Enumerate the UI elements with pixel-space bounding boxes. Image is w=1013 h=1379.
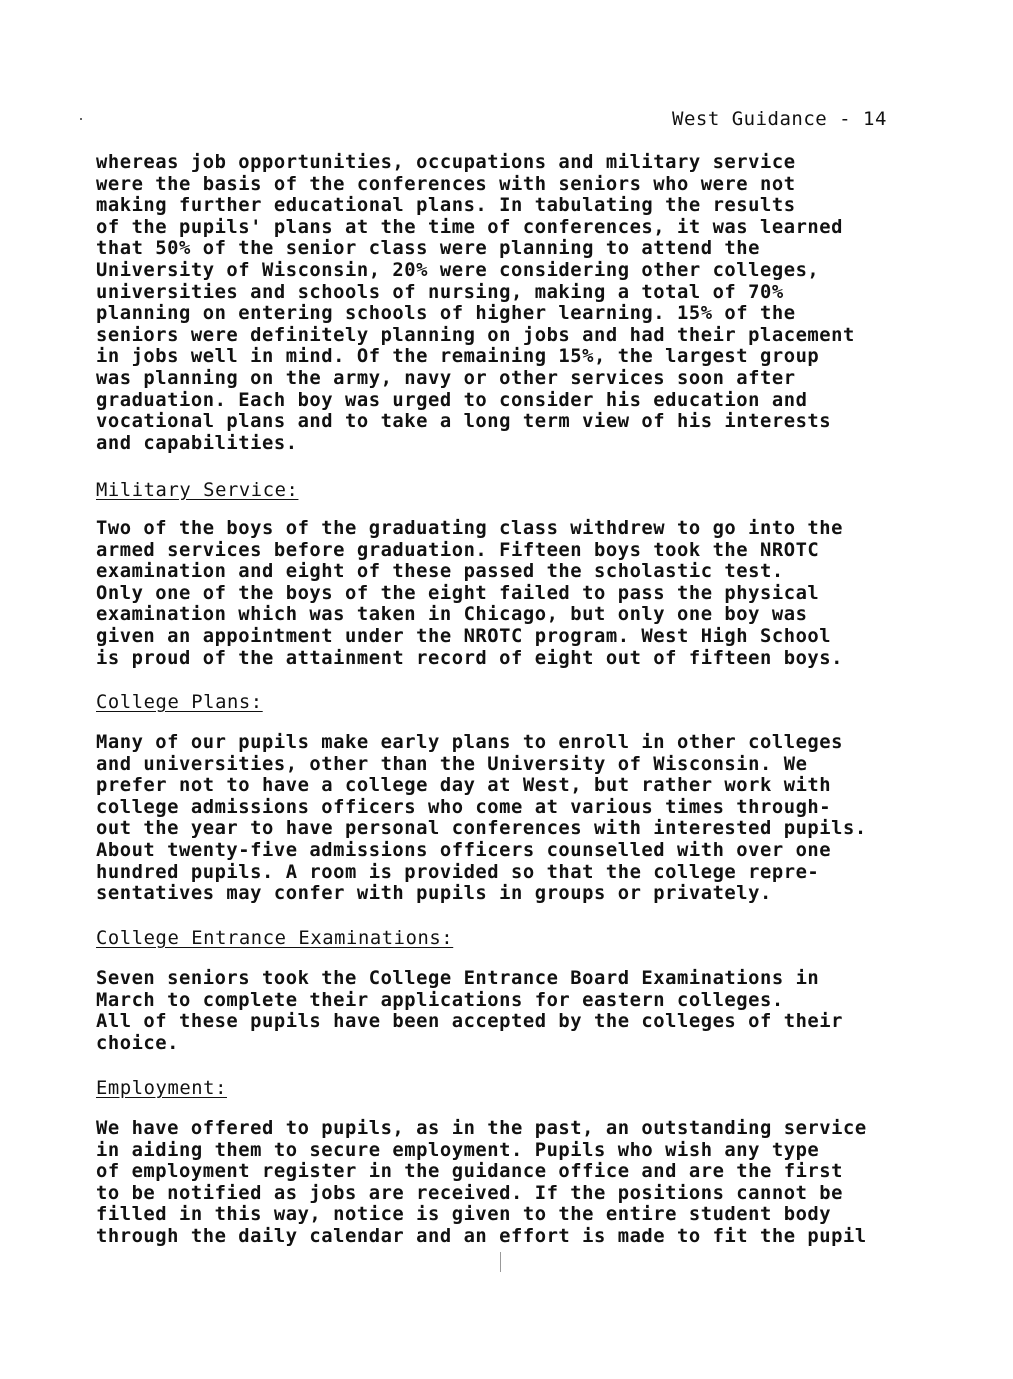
- college-plans-heading: College Plans:: [96, 692, 263, 713]
- military-service-paragraph: [96, 518, 843, 669]
- text-line: to be notified as jobs are received. If the positions cannot be: [96, 1182, 844, 1204]
- text-line: sentatives may confer with pupils in groups or privately.: [96, 883, 772, 905]
- text-line: college admissions officers who come at various times through-: [96, 796, 832, 818]
- college-entrance-exams-paragraph: [96, 968, 843, 1054]
- text-line: choice.: [96, 1032, 180, 1054]
- text-line: Two of the boys of the graduating class withdrew to go into the: [96, 518, 844, 539]
- employment-paragraph: [96, 1118, 867, 1248]
- text-line: We have offered to pupils, as in the past, an outstanding service: [96, 1118, 867, 1139]
- text-line: March to complete their applications for eastern colleges.: [96, 989, 784, 1011]
- text-line: in aiding them to secure employment. Pupils who wish any type: [96, 1139, 820, 1161]
- text-line: seniors were definitely planning on jobs and had their placement: [96, 324, 855, 346]
- text-line: and universities, other than the University of Wisconsin. We: [96, 753, 808, 775]
- text-line: filled in this way, notice is given to the entire student body: [96, 1204, 832, 1226]
- text-line: out the year to have personal conferences with interested pupils.: [96, 818, 867, 840]
- page-header: West Guidance - 14: [672, 108, 887, 130]
- college-entrance-exams-heading: College Entrance Examinations:: [96, 928, 454, 949]
- military-service-heading: Military Service:: [96, 480, 299, 501]
- intro-paragraph: [96, 152, 855, 454]
- stray-mark: [80, 118, 82, 120]
- text-line: All of these pupils have been accepted by the colleges of their: [96, 1011, 844, 1033]
- text-line: prefer not to have a college day at West, but rather work with: [96, 775, 832, 797]
- text-line: making further educational plans. In tabulating the results: [96, 195, 796, 217]
- text-line: vocational plans and to take a long term view of his interests: [96, 411, 832, 433]
- text-line: hundred pupils. A room is provided so that the college repre-: [96, 861, 820, 883]
- text-line: that 50% of the senior class were planning to attend the: [96, 238, 761, 260]
- text-line: was planning on the army, navy or other services soon after: [96, 367, 796, 389]
- text-line: examination which was taken in Chicago, but only one boy was: [96, 604, 808, 626]
- text-line: in jobs well in mind. Of the remaining 15%, the largest group: [96, 346, 820, 368]
- text-line: Seven seniors took the College Entrance Board Examinations in: [96, 968, 820, 989]
- text-line: and capabilities.: [96, 432, 298, 454]
- employment-heading: Employment:: [96, 1078, 227, 1099]
- text-line: About twenty-five admissions officers counselled with over one: [96, 839, 832, 861]
- text-line: armed services before graduation. Fifteen boys took the NROTC: [96, 539, 820, 561]
- stray-mark-bottom: [500, 1252, 501, 1272]
- text-line: University of Wisconsin, 20% were considering other colleges,: [96, 259, 820, 281]
- text-line: Many of our pupils make early plans to enroll in other colleges: [96, 732, 844, 753]
- text-line: graduation. Each boy was urged to consider his education and: [96, 389, 808, 411]
- text-line: is proud of the attainment record of eight out of fifteen boys.: [96, 647, 844, 669]
- text-line: through the daily calendar and an effort is made to fit the pupil: [96, 1225, 867, 1247]
- text-line: were the basis of the conferences with seniors who were not: [96, 173, 796, 195]
- text-line: of the pupils' plans at the time of conferences, it was learned: [96, 216, 844, 238]
- text-line: of employment register in the guidance office and are the first: [96, 1161, 844, 1183]
- text-line: whereas job opportunities, occupations and military service: [96, 152, 796, 173]
- text-line: universities and schools of nursing, making a total of 70%: [96, 281, 784, 303]
- text-line: planning on entering schools of higher learning. 15% of the: [96, 303, 796, 325]
- text-line: examination and eight of these passed the scholastic test.: [96, 561, 784, 583]
- college-plans-paragraph: [96, 732, 867, 905]
- text-line: Only one of the boys of the eight failed to pass the physical: [96, 582, 820, 604]
- text-line: given an appointment under the NROTC program. West High School: [96, 625, 832, 647]
